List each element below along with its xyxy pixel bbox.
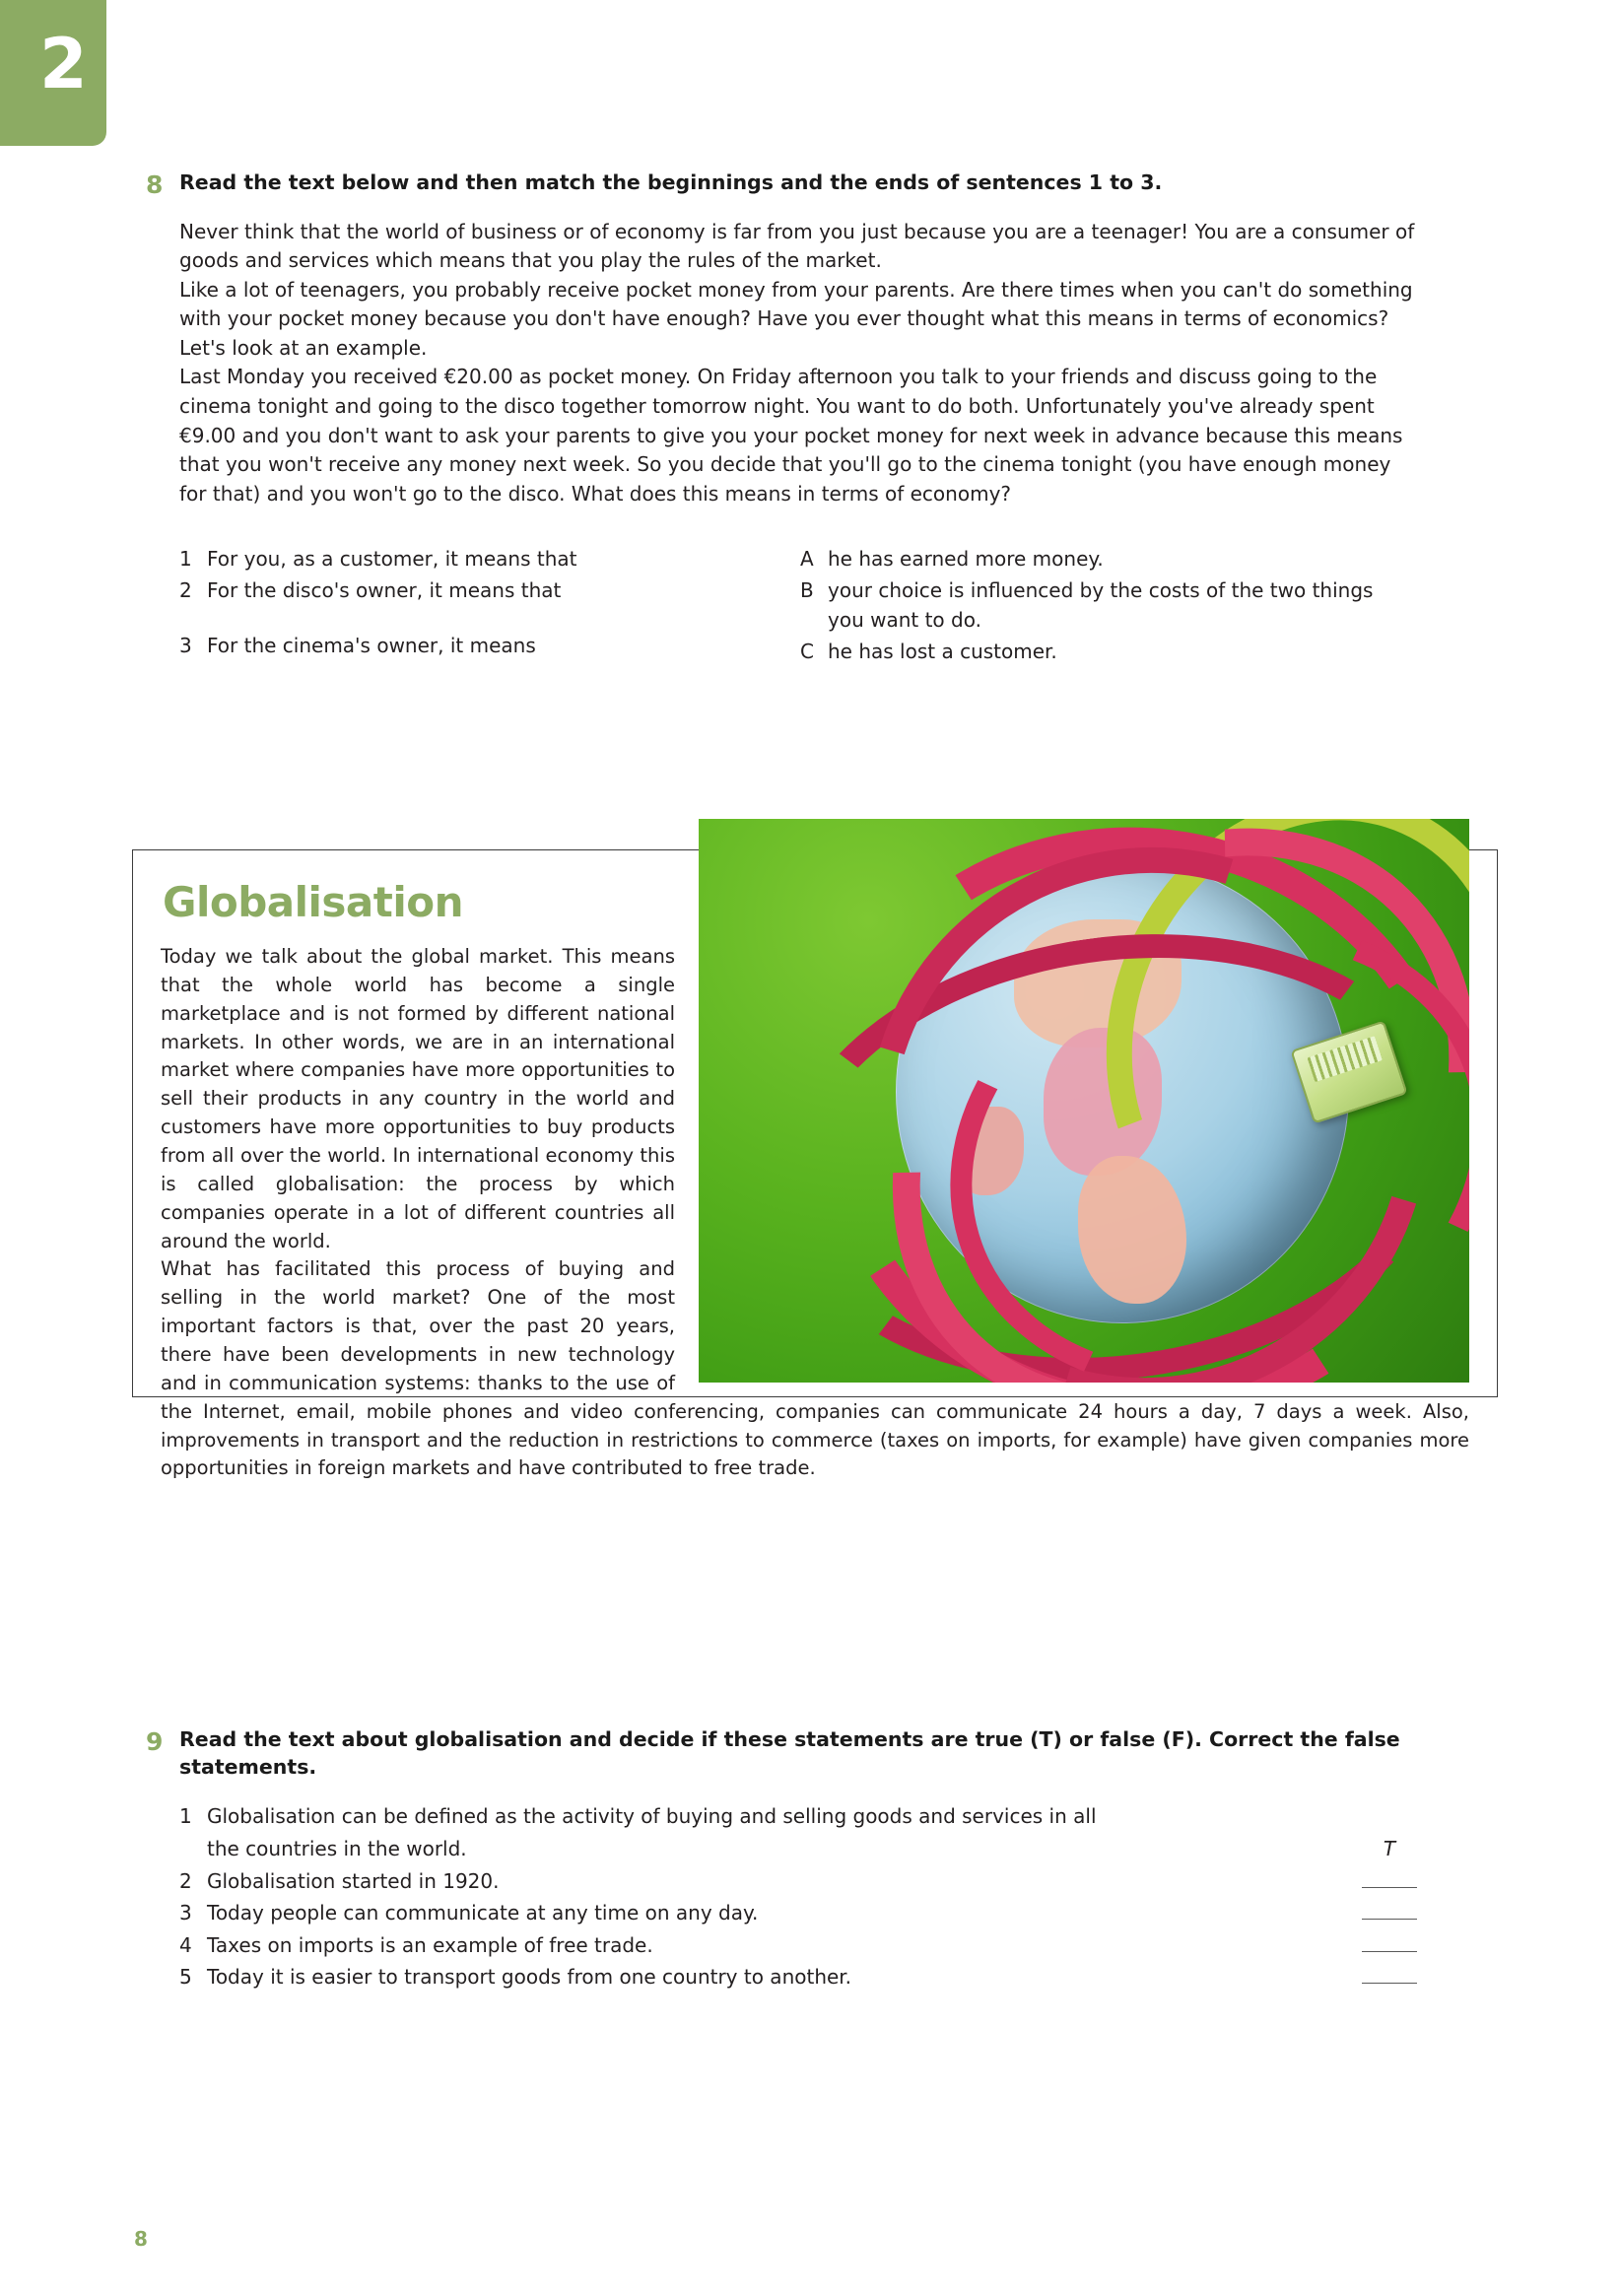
answer-value[interactable]: T xyxy=(1383,1836,1396,1860)
list-item[interactable] xyxy=(800,544,1411,574)
item-text: he has earned more money. xyxy=(828,547,1104,572)
exercise-8-header xyxy=(146,169,1437,202)
item-text: For you, as a customer, it means that xyxy=(207,547,577,572)
exercise-8-paragraph-3: Last Monday you received €20.00 as pocket money. On Friday afternoon you talk to your friends and discuss going to the cinema tonight and going to the disco together tomorrow night. You want to do both. Unfortunately you've already spent €9.00 and you don't want to ask your parents to give you your pocket money for next week in advance because this means that you won't receive any money next week. So you decide that you'll go to the cinema tonight (you have enough money for that) and you won't go to the disco. What does this means in terms of economy? xyxy=(179,365,1403,506)
item-text-line2: the countries in the world. xyxy=(207,1836,467,1860)
answer-slot[interactable] xyxy=(1350,1867,1429,1897)
item-text: Globalisation can be defined as the activity of buying and selling goods and services in all xyxy=(207,1804,1097,1829)
item-number: 3 xyxy=(179,1901,192,1925)
item-number: 5 xyxy=(179,1965,192,1990)
exercise-9-number: 9 xyxy=(146,1727,164,1756)
item-number: 3 xyxy=(179,634,192,658)
matching-endings xyxy=(800,544,1411,668)
item-text: he has lost a customer. xyxy=(828,640,1057,664)
list-item[interactable] xyxy=(179,544,800,574)
exercise-8-paragraph-2: Like a lot of teenagers, you probably receive pocket money from your parents. Are there times when you can't do something with your pocket money because you don't have enough? Have you ever thought what this means in terms of economics? Let's look at an example. xyxy=(179,277,1413,360)
list-item[interactable] xyxy=(179,631,800,660)
list-item[interactable] xyxy=(179,1802,1447,1832)
list-item[interactable] xyxy=(179,575,800,605)
exercise-9-header xyxy=(146,1726,1447,1781)
exercise-8-title: Read the text below and then match the beginnings and the ends of sentences 1 to 3. xyxy=(179,170,1163,194)
exercise-9-title: Read the text about globalisation and decide if these statements are true (T) or false (F). Correct the false statements. xyxy=(179,1727,1400,1779)
answer-blank-line[interactable] xyxy=(1362,1873,1417,1888)
list-item[interactable] xyxy=(179,1867,1447,1897)
list-item-continuation xyxy=(179,1835,1447,1864)
true-false-list xyxy=(179,1802,1447,1992)
matching-beginnings xyxy=(179,544,800,668)
exercise-9 xyxy=(146,1726,1447,1995)
item-number: 4 xyxy=(179,1932,192,1957)
item-number: 2 xyxy=(179,1868,192,1893)
chapter-number: 2 xyxy=(39,24,88,104)
exercise-8 xyxy=(146,169,1437,668)
item-number: 1 xyxy=(179,1804,192,1829)
item-letter: C xyxy=(800,640,814,664)
answer-slot[interactable] xyxy=(1350,1931,1429,1961)
answer-blank-line[interactable] xyxy=(1362,1937,1417,1952)
item-text: For the cinema's owner, it means xyxy=(207,634,536,658)
globalisation-paragraph-1: Today we talk about the global market. This means that the whole world has become a single marketplace and is not formed by different national markets. In other words, we are in an international market where companies have more opportunities to sell their products in any country in the world and customers have more opportunities to buy products from all over the world. In international economy this is called globalisation: the process by which companies operate in a lot of different countries all around the world. xyxy=(161,945,675,1252)
exercise-8-number: 8 xyxy=(146,170,164,199)
answer-blank-line[interactable] xyxy=(1362,1905,1417,1920)
globalisation-paragraph-2: What has facilitated this process of buying and selling in the world market? One of the most important factors is that, over the past 20 years, there have been developments in new technology and in communication systems: thanks to the use of the Internet, email, mobile phones and video conferencing, companies can communicate 24 hours a day, 7 days a week. Also, improvements in transport and the reduction in restrictions to commerce (taxes on imports, for example) have given companies more opportunities in foreign markets and have contributed to free trade. xyxy=(161,1257,1469,1480)
exercise-8-paragraph-1: Never think that the world of business or of economy is far from you just because you are a teenager! You are a consumer of goods and services which means that you play the rules of the market. xyxy=(179,219,1415,273)
item-text: Today people can communicate at any time on any day. xyxy=(207,1901,759,1925)
list-item[interactable] xyxy=(800,637,1411,666)
list-item[interactable] xyxy=(179,1899,1447,1928)
page-number: 8 xyxy=(134,2227,148,2251)
globalisation-panel xyxy=(132,849,1498,1480)
item-text: Globalisation started in 1920. xyxy=(207,1868,500,1893)
answer-slot[interactable] xyxy=(1350,1899,1429,1928)
chapter-tab xyxy=(0,0,106,146)
matching-exercise xyxy=(179,544,1426,668)
item-text: Today it is easier to transport goods from one country to another. xyxy=(207,1965,852,1990)
globalisation-title: Globalisation xyxy=(163,878,463,926)
item-text: Taxes on imports is an example of free trade. xyxy=(207,1932,653,1957)
answer-slot[interactable] xyxy=(1350,1963,1429,1992)
list-item[interactable] xyxy=(179,1963,1447,1992)
item-letter: B xyxy=(800,578,814,603)
globe-network-image xyxy=(699,819,1469,1383)
list-item[interactable] xyxy=(179,1931,1447,1961)
spacer xyxy=(179,607,800,631)
list-item[interactable] xyxy=(800,575,1411,635)
item-text: For the disco's owner, it means that xyxy=(207,578,562,603)
item-letter: A xyxy=(800,547,814,572)
item-number: 2 xyxy=(179,578,192,603)
item-number: 1 xyxy=(179,547,192,572)
exercise-8-text xyxy=(179,218,1419,509)
answer-blank-line[interactable] xyxy=(1362,1969,1417,1984)
item-text: your choice is influenced by the costs of the two things you want to do. xyxy=(828,578,1374,633)
